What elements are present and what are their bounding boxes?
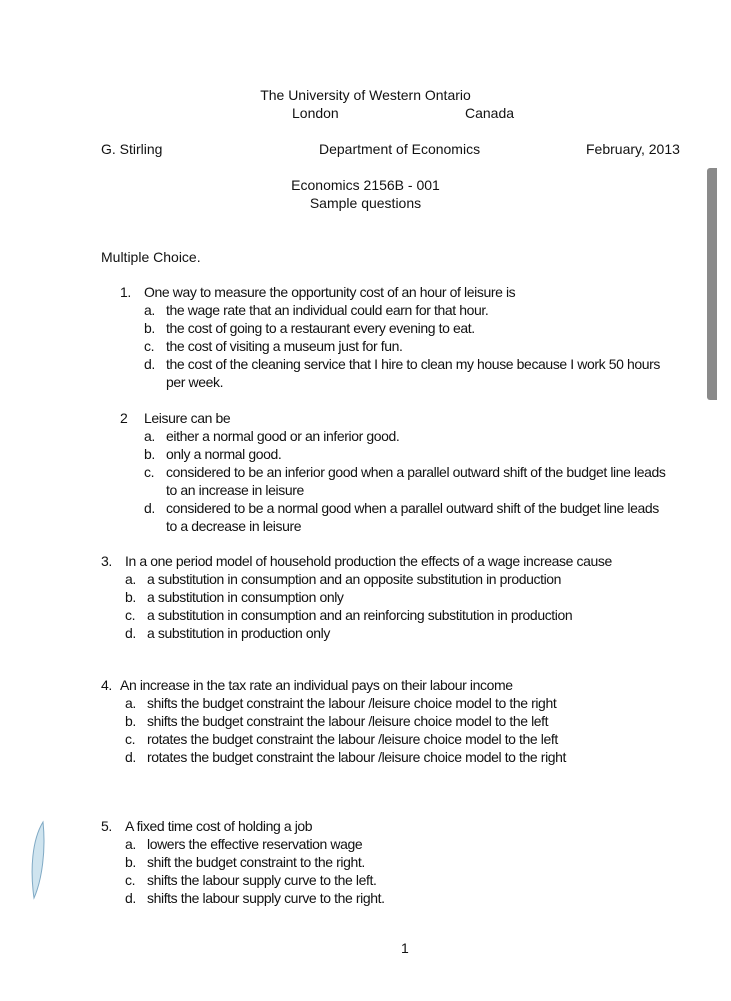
option-text-continued: per week. <box>166 374 224 390</box>
question-number: 1. <box>120 284 131 300</box>
page-subtitle: Sample questions <box>309 195 422 211</box>
option-text: shifts the labour supply curve to the right. <box>147 890 385 906</box>
option-letter: c. <box>144 464 155 480</box>
option-text-continued: to a decrease in leisure <box>166 518 302 534</box>
question-number: 3. <box>101 553 112 569</box>
option-text: a substitution in production only <box>147 625 330 641</box>
scan-edge-shadow <box>707 168 717 400</box>
option-text: the cost of going to a restaurant every evening to eat. <box>166 320 475 336</box>
option-letter: b. <box>144 446 155 462</box>
question-number: 2 <box>120 410 128 426</box>
option-text: the cost of the cleaning service that I hire to clean my house because I work 50 hours <box>166 356 661 372</box>
question-stem: Leisure can be <box>144 410 231 426</box>
option-letter: a. <box>144 302 155 318</box>
country: Canada <box>465 105 515 121</box>
section-title: Multiple Choice. <box>101 249 201 265</box>
option-letter: d. <box>125 625 136 641</box>
option-letter: c. <box>125 607 136 623</box>
option-letter: b. <box>144 320 155 336</box>
option-letter: a. <box>125 571 136 587</box>
option-letter: a. <box>144 428 155 444</box>
option-letter: a. <box>125 836 136 852</box>
page-number: 1 <box>401 940 409 956</box>
option-text: either a normal good or an inferior good. <box>166 428 400 444</box>
option-letter: d. <box>144 356 155 372</box>
option-text: the wage rate that an individual could earn for that hour. <box>166 302 489 318</box>
date: February, 2013 <box>586 141 680 157</box>
university-name: The University of Western Ontario <box>260 87 471 103</box>
option-text: considered to be a normal good when a parallel outward shift of the budget line leads <box>166 500 659 516</box>
question-stem: In a one period model of household production the effects of a wage increase cause <box>125 553 612 569</box>
option-text: rotates the budget constraint the labour /leisure choice model to the left <box>147 731 558 747</box>
option-letter: d. <box>125 749 136 765</box>
option-letter: b. <box>125 713 136 729</box>
department: Department of Economics <box>319 141 481 157</box>
option-text: a substitution in consumption only <box>147 589 344 605</box>
author: G. Stirling <box>101 141 163 157</box>
option-letter: d. <box>144 500 155 516</box>
option-letter: b. <box>125 854 136 870</box>
question-number: 5. <box>101 818 112 834</box>
option-text: shift the budget constraint to the right. <box>147 854 365 870</box>
option-letter: c. <box>125 872 136 888</box>
question-stem: One way to measure the opportunity cost of an hour of leisure is <box>144 284 516 300</box>
option-text: shifts the labour supply curve to the left. <box>147 872 377 888</box>
option-text: shifts the budget constraint the labour /leisure choice model to the right <box>147 695 557 711</box>
option-letter: d. <box>125 890 136 906</box>
option-text: a substitution in consumption and an reinforcing substitution in production <box>147 607 573 623</box>
question-stem: An increase in the tax rate an individual pays on their labour income <box>120 677 513 693</box>
option-letter: c. <box>144 338 155 354</box>
option-text: considered to be an inferior good when a parallel outward shift of the budget line leads <box>166 464 666 480</box>
course-code: Economics 2156B - 001 <box>291 177 440 193</box>
option-text: shifts the budget constraint the labour /leisure choice model to the left <box>147 713 549 729</box>
option-letter: c. <box>125 731 136 747</box>
question-stem: A fixed time cost of holding a job <box>125 818 313 834</box>
option-letter: a. <box>125 695 136 711</box>
option-text: rotates the budget constraint the labour /leisure choice model to the right <box>147 749 567 765</box>
option-letter: b. <box>125 589 136 605</box>
option-text-continued: to an increase in leisure <box>166 482 304 498</box>
leaf-decoration-icon <box>30 820 46 900</box>
question-number: 4. <box>101 677 112 693</box>
option-text: a substitution in consumption and an opposite substitution in production <box>147 571 562 587</box>
city: London <box>292 105 339 121</box>
option-text: the cost of visiting a museum just for fun. <box>166 338 403 354</box>
option-text: lowers the effective reservation wage <box>147 836 363 852</box>
option-text: only a normal good. <box>166 446 282 462</box>
